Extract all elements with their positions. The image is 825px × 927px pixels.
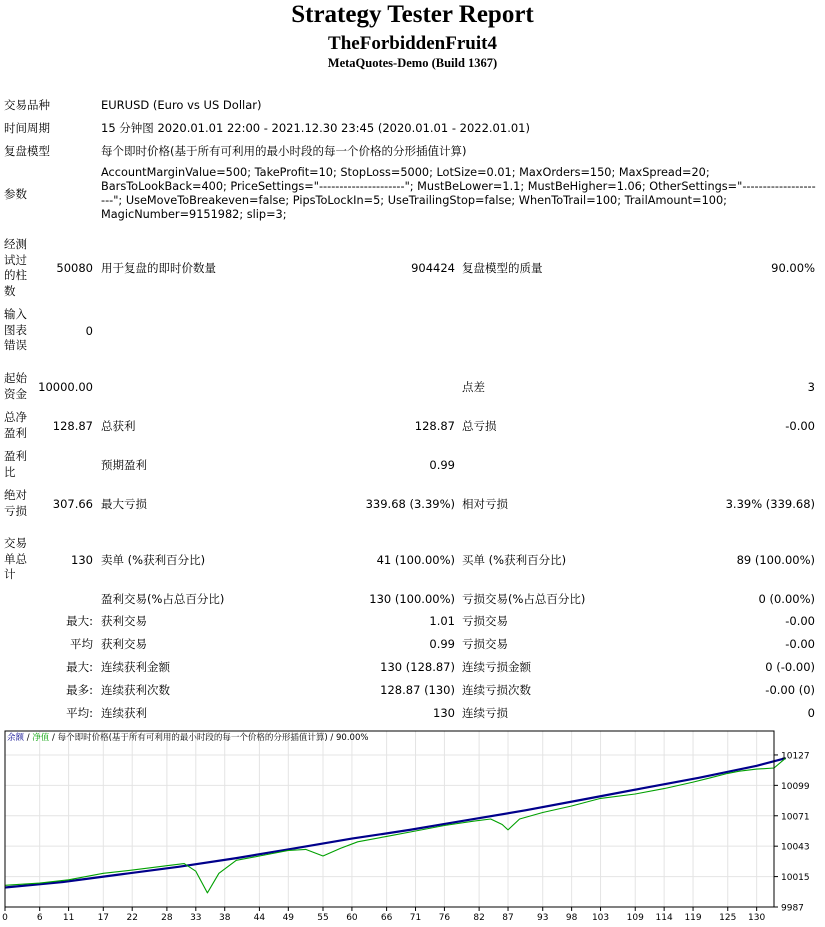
- y-tick-label: 10015: [781, 873, 810, 884]
- x-tick-label: 44: [253, 913, 266, 923]
- spread-value: 3: [807, 380, 815, 394]
- legend-sep-2: /: [49, 733, 58, 743]
- bars-label: 经测试过的柱数: [4, 237, 27, 298]
- loss-trades-value: 0 (0.00%): [758, 592, 815, 606]
- max-consecutive-wins-label: 连续获利金额: [101, 660, 170, 674]
- x-tick-label: 114: [655, 913, 673, 923]
- x-tick-label: 49: [282, 913, 295, 923]
- quality-value: 90.00%: [771, 261, 815, 275]
- expected-payoff-label: 预期盈利: [101, 458, 147, 472]
- net-profit-label: 总净盈利: [4, 410, 27, 440]
- avg-consecutive-label: 平均:: [66, 706, 93, 720]
- x-tick-label: 93: [536, 913, 549, 923]
- x-tick-label: 103: [591, 913, 610, 923]
- total-trades-value: 130: [71, 553, 93, 567]
- average-loss-value: -0.00: [785, 637, 815, 651]
- avg-consecutive-wins-label: 连续获利: [101, 706, 147, 720]
- long-positions-value: 89 (100.00%): [736, 553, 815, 567]
- x-tick-label: 76: [438, 913, 451, 923]
- x-tick-label: 66: [380, 913, 393, 923]
- max-consecutive-label: 最大:: [66, 660, 93, 674]
- profit-trades-label: 盈利交易(%占总百分比): [101, 592, 225, 606]
- maximal-consecutive-profit-value: 128.87 (130): [380, 683, 455, 697]
- spread-label: 点差: [462, 380, 485, 394]
- max-consecutive-losses-value: 0 (-0.00): [765, 660, 815, 674]
- legend-balance: 余额: [7, 733, 25, 743]
- legend-sep-1: /: [24, 733, 33, 743]
- quality-label: 复盘模型的质量: [462, 261, 543, 275]
- x-tick-label: 28: [161, 913, 173, 923]
- x-tick-label: 109: [626, 913, 644, 923]
- chart-legend: [7, 732, 368, 743]
- profit-trades-value: 130 (100.00%): [369, 592, 455, 606]
- params-label: 参数: [4, 187, 27, 201]
- net-profit-value: 128.87: [52, 419, 93, 433]
- x-tick-label: 60: [346, 913, 358, 923]
- x-tick-label: 82: [473, 913, 485, 923]
- maximal-consecutive-profit-label: 连续获利次数: [101, 683, 170, 697]
- largest-loss-value: -0.00: [785, 614, 815, 628]
- x-tick-label: 119: [684, 913, 702, 923]
- abs-drawdown-label: 绝对亏损: [4, 488, 27, 518]
- legend-sep-3: /: [327, 733, 337, 743]
- y-tick-label: 10099: [781, 781, 810, 792]
- model-label: 复盘模型: [4, 144, 50, 158]
- gross-loss-label: 总亏损: [462, 419, 497, 433]
- x-tick-label: 130: [748, 913, 766, 923]
- average-loss-label: 亏损交易: [462, 637, 508, 651]
- maximal-consecutive-loss-value: -0.00 (0): [765, 683, 815, 697]
- x-tick-label: 71: [409, 913, 422, 923]
- largest-profit-value: 1.01: [429, 614, 455, 628]
- period-label: 时间周期: [4, 121, 50, 135]
- profit-factor-label: 盈利比: [4, 449, 27, 479]
- ticks-value: 904424: [411, 261, 455, 275]
- deposit-value: 10000.00: [38, 380, 93, 394]
- x-tick-label: 11: [62, 913, 75, 923]
- avg-consecutive-losses-value: 0: [807, 706, 815, 720]
- expected-payoff-value: 0.99: [429, 458, 455, 472]
- largest-loss-label: 亏损交易: [462, 614, 508, 628]
- errors-value: 0: [85, 324, 93, 338]
- max-drawdown-label: 最大亏损: [101, 497, 147, 511]
- params-value: AccountMarginValue=500; TakeProfit=10; StopLoss=5000; LotSize=0.01; MaxOrders=150; MaxSpread=20; BarsToLookBack=400; PriceSettings="---------------------"; MustBeLower=1.1; MustBeHigher=1.06; OtherSettings="---------------------"; UseMoveToBreakeven=false; PipsToLockIn=5; UseTrailingStop=false; WhenToTrail=100; TrailAmount=100; MagicNumber=9151982; slip=3;: [101, 166, 816, 221]
- x-tick-label: 6: [36, 913, 43, 923]
- x-tick-label: 0: [2, 913, 8, 923]
- max-consecutive-wins-value: 130 (128.87): [380, 660, 455, 674]
- ticks-label: 用于复盘的即时价数量: [101, 261, 216, 275]
- x-tick-label: 38: [218, 913, 231, 923]
- gross-profit-label: 总获利: [101, 419, 136, 433]
- average-profit-value: 0.99: [429, 637, 455, 651]
- y-tick-label: 9987: [781, 903, 804, 914]
- average-label: 平均: [70, 637, 93, 651]
- legend-quality: 90.00%: [336, 733, 369, 743]
- y-tick-label: 10043: [781, 842, 810, 853]
- max-consecutive-losses-label: 连续亏损金额: [462, 660, 531, 674]
- rel-drawdown-value: 3.39% (339.68): [725, 497, 815, 511]
- x-tick-label: 55: [317, 913, 329, 923]
- largest-profit-label: 获利交易: [101, 614, 147, 628]
- model-value: 每个即时价格(基于所有可利用的最小时段的每一个价格的分形插值计算): [101, 144, 467, 158]
- errors-label: 输入图表错误: [4, 307, 27, 352]
- symbol-value: EURUSD (Euro vs US Dollar): [101, 98, 262, 112]
- short-positions-value: 41 (100.00%): [376, 553, 455, 567]
- chart-background: [2, 729, 819, 924]
- largest-label: 最大:: [66, 614, 93, 628]
- average-profit-label: 获利交易: [101, 637, 147, 651]
- ea-name: TheForbiddenFruit4: [328, 33, 497, 54]
- avg-consecutive-losses-label: 连续亏损: [462, 706, 508, 720]
- server-build: MetaQuotes-Demo (Build 1367): [327, 56, 498, 70]
- legend-equity: 净值: [32, 733, 50, 743]
- gross-loss-value: -0.00: [785, 419, 815, 433]
- maximal-consecutive-loss-label: 连续亏损次数: [462, 683, 531, 697]
- x-tick-label: 98: [565, 913, 578, 923]
- x-tick-label: 22: [126, 913, 138, 923]
- avg-consecutive-wins-value: 130: [433, 706, 455, 720]
- report-title: Strategy Tester Report: [291, 1, 534, 28]
- long-positions-label: 买单 (%获利百分比): [462, 553, 567, 567]
- loss-trades-label: 亏损交易(%占总百分比): [462, 592, 586, 606]
- y-tick-label: 10071: [781, 812, 810, 823]
- y-tick-label: 10127: [781, 751, 810, 762]
- gross-profit-value: 128.87: [414, 419, 455, 433]
- legend-model: 每个即时价格(基于所有可利用的最小时段的每一个价格的分形插值计算): [57, 733, 328, 743]
- x-tick-label: 17: [97, 913, 110, 923]
- short-positions-label: 卖单 (%获利百分比): [101, 553, 206, 567]
- symbol-label: 交易品种: [4, 98, 50, 112]
- x-tick-label: 125: [719, 913, 737, 923]
- maximal-consecutive-label: 最多:: [66, 683, 93, 697]
- total-trades-label: 交易单总计: [4, 536, 27, 581]
- period-value: 15 分钟图 2020.01.01 22:00 - 2021.12.30 23:45 (2020.01.01 - 2022.01.01): [101, 121, 530, 135]
- balance-equity-chart: [2, 729, 819, 924]
- rel-drawdown-label: 相对亏损: [462, 497, 508, 511]
- abs-drawdown-value: 307.66: [52, 497, 93, 511]
- deposit-label: 起始资金: [4, 371, 27, 401]
- x-tick-label: 33: [190, 913, 202, 923]
- max-drawdown-value: 339.68 (3.39%): [365, 497, 455, 511]
- bars-value: 50080: [56, 261, 93, 275]
- x-tick-label: 87: [502, 913, 514, 923]
